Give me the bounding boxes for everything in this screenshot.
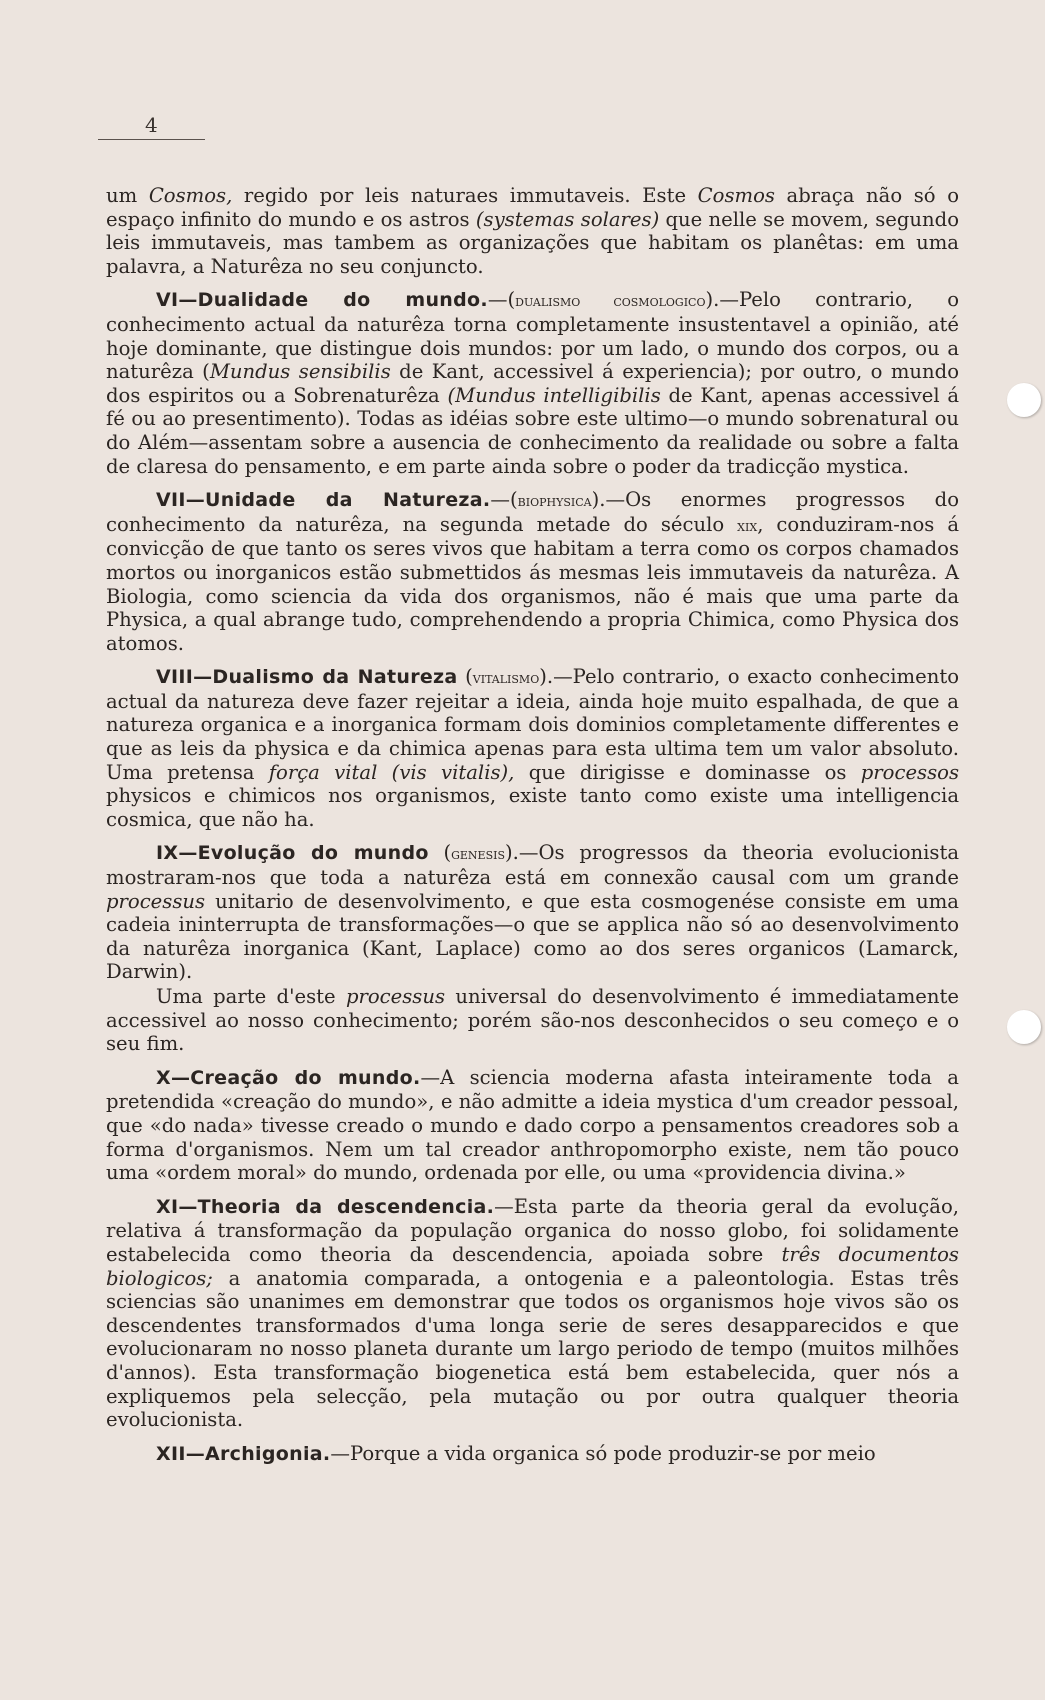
paragraph (106, 665, 959, 831)
italic-text: Cosmos, (148, 184, 233, 207)
body-text (106, 184, 959, 1476)
text-run: —( (490, 488, 518, 512)
italic-text: (Mundus intelligibilis (447, 383, 661, 407)
text-run: universal do desenvolvimento é immediatamente accessivel ao nosso conhecimento; porém são-nos desconhecidos o seu começo e o seu fim. (106, 985, 959, 1056)
text-run: ).—Os enormes progressos do conhecimento da naturêza, na segunda metade do século (106, 488, 959, 536)
italic-text: processus (106, 889, 206, 913)
text-run: ( (428, 841, 452, 865)
text-run: —( (487, 288, 516, 312)
section-heading: VIII—Dualismo da Natureza (156, 666, 458, 689)
text-run: Uma parte d'este (156, 985, 346, 1008)
text-run: , conduziram-nos á convicção de que tanto os seres vivos que habitam a terra como os corpos chamados mortos ou inorganicos estão submettidos ás mesmas leis immutaveis da naturêza. A Biologia, como sciencia da vida dos organismos, não é mais que uma parte da Physica, a qual abrange tudo, comprehendendo a propria Chimica, como Physica dos atomos. (106, 512, 959, 655)
text-run: de Kant, apenas accessivel á fé ou ao presentimento). Todas as idéias sobre este ultimo—o mundo sobrenatural ou do Além—assentam sobre a ausencia de conhecimento da realidade ou sobre a falta de claresa do pensamento, e em parte ainda sobre o poder da tradicção mystica. (106, 383, 959, 478)
text-run: ( (457, 665, 473, 689)
paragraph (106, 184, 959, 278)
page-number: 4 (145, 113, 158, 137)
italic-text: Mundus sensibilis (209, 360, 391, 384)
section-heading: X—Creação do mundo. (156, 1066, 421, 1089)
text-run: unitario de desenvolvimento, e que esta cosmogenése consiste em uma cadeia ininterrupta de transformações—o que se applica não só ao desenvolvimento da naturêza inorganica (Kant, Laplace) como ao dos seres organicos (Lamarck, Darwin). (106, 889, 959, 984)
text-run: —A sciencia moderna afasta inteiramente toda a pretendida «creação do mundo», e não admitte a ideia mystica d'um creador pessoal, que «do nada» tivesse creado o mundo e dado corpo a pensamentos creadores sob a forma d'organismos. Nem um tal creador anthropomorpho existe, nem tão pouco uma «ordem moral» do mundo, ordenada por elle, ou uma «providencia divina.» (106, 1065, 959, 1185)
paragraph (106, 1442, 959, 1467)
small-caps-text: vitalismo (472, 668, 540, 688)
punch-hole (1007, 383, 1041, 417)
small-caps-text: xix (737, 515, 758, 535)
paragraph (106, 841, 959, 984)
small-caps-text: biophysica (517, 491, 592, 511)
text-run: de Kant, accessivel á experiencia); por outro, o mundo dos espiritos ou a Sobrenaturêza (106, 360, 959, 407)
text-run: a anatomia comparada, a ontogenia e a paleontologia. Estas três sciencias são unanimes em demonstrar que todos os organismos hoje vivos são os descendentes transformados d'uma longa serie de seres desapparecidos e que evolucionaram no nosso planeta durante um largo periodo de tempo (muitos milhões d'annos). Esta transformação biogenetica está bem estabelecida, quer nós a expliquemos pela selecção, pela mutação ou por outra qualquer theoria evolucionista. (106, 1266, 959, 1432)
small-caps-text: dualismo cosmologico (515, 291, 706, 311)
text-run: ).—Pelo contrario, o exacto conhecimento actual da natureza deve fazer rejeitar a ideia, ainda hoje muito espalhada, de que a natureza organica e a inorganica formam dois dominios completamente differentes e que as leis da physica e da chimica apenas para esta ultima tem um valor absoluto. Uma pretensa (106, 665, 960, 784)
text-run: que dirigisse e dominasse os (514, 760, 861, 784)
section-heading: XII—Archigonia. (156, 1442, 331, 1465)
paragraph (106, 1195, 959, 1432)
text-run: ).—Pelo contrario, o conhecimento actual da naturêza torna completamente insustentavel a opinião, até hoje dominante, que distingue dois mundos: por um lado, o mundo dos corpos, ou a naturêza ( (106, 288, 959, 384)
italic-text: três documentos biologicos; (106, 1242, 959, 1290)
paragraph (106, 488, 959, 655)
text-run: que nelle se movem, segundo leis immutaveis, mas tambem as organizações que habitam os planêtas: em uma palavra, a Naturêza no seu conjuncto. (106, 207, 959, 278)
punch-hole (1007, 1010, 1041, 1044)
page-number-rule (98, 139, 205, 140)
text-run: um (106, 184, 149, 207)
italic-text: (systemas solares) (475, 207, 660, 231)
italic-text: força vital (vis vitalis), (268, 760, 515, 784)
paragraph (106, 1066, 959, 1185)
text-run: ).—Os progressos da theoria evolucionista mostraram-nos que toda a naturêza está em connexão causal com um grande (106, 841, 960, 890)
section-heading: IX—Evolução do mundo (156, 842, 429, 865)
small-caps-text: genesis (451, 844, 505, 864)
text-run: abraça não só o espaço infinito do mundo e os astros (106, 184, 960, 231)
text-run: regido por leis naturaes immutaveis. Este (232, 184, 698, 207)
italic-text: processos (860, 760, 960, 784)
italic-text: processus (345, 985, 446, 1008)
paragraph (106, 288, 959, 478)
section-heading: VII—Unidade da Natureza. (156, 489, 491, 512)
paragraph (106, 985, 959, 1056)
italic-text: Cosmos (697, 184, 775, 207)
text-run: —Porque a vida organica só pode produzir-se por meio (330, 1441, 876, 1465)
text-run: physicos e chimicos nos organismos, existe tanto como existe uma intelligencia cosmica, que não ha. (106, 784, 959, 831)
text-run: —Esta parte da theoria geral da evolução, relativa á transformação da população organica do nosso globo, foi solidamente estabelecida como theoria da descendencia, apoiada sobre (106, 1194, 959, 1266)
section-heading: XI—Theoria da descendencia. (156, 1195, 495, 1218)
section-heading: VI—Dualidade do mundo. (156, 289, 488, 312)
